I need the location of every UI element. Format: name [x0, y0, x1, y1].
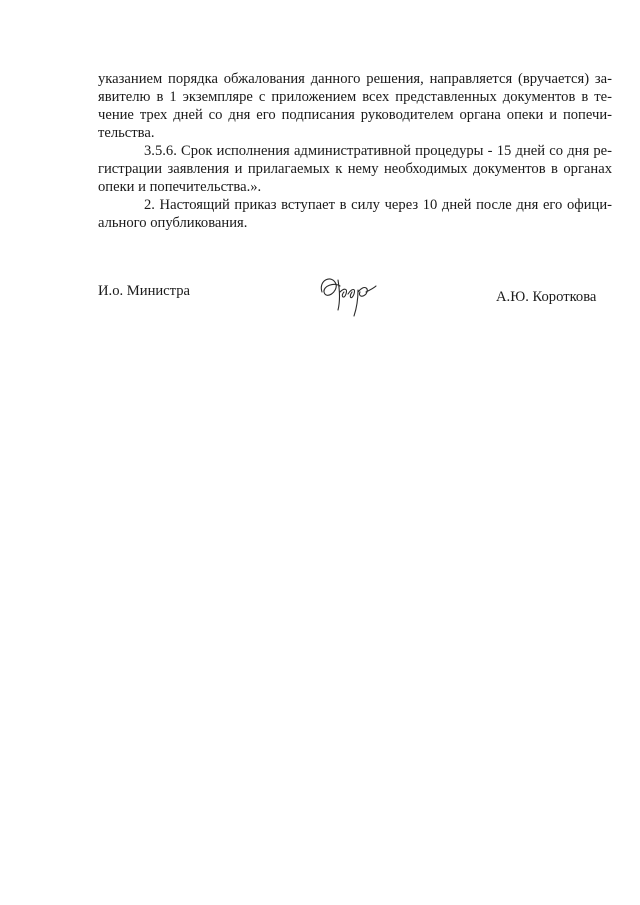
paragraph-1-line-2: явителю в 1 экземпляре с приложением всех представленных документов в те-: [98, 89, 612, 105]
signer-name: А.Ю. Короткова: [496, 289, 597, 305]
paragraph-2-line-1: 3.5.6. Срок исполнения административной процедуры - 15 дней со дня ре-: [144, 143, 612, 159]
paragraph-1-line-3: чение трех дней со дня его подписания руководителем органа опеки и попечи-: [98, 107, 612, 123]
paragraph-3-line-1: 2. Настоящий приказ вступает в силу через 10 дней после дня его офици-: [144, 197, 612, 213]
paragraph-3-line-2: ального опубликования.: [98, 215, 248, 231]
handwritten-signature: [314, 270, 380, 318]
position-title: И.о. Министра: [98, 283, 190, 299]
paragraph-1-line-1: указанием порядка обжалования данного решения, направляется (вручается) за-: [98, 71, 612, 87]
paragraph-2-line-3: опеки и попечительства.».: [98, 179, 262, 195]
paragraph-2-line-2: гистрации заявления и прилагаемых к нему необходимых документов в органах: [98, 161, 612, 177]
paragraph-1-line-4: тельства.: [98, 125, 155, 141]
